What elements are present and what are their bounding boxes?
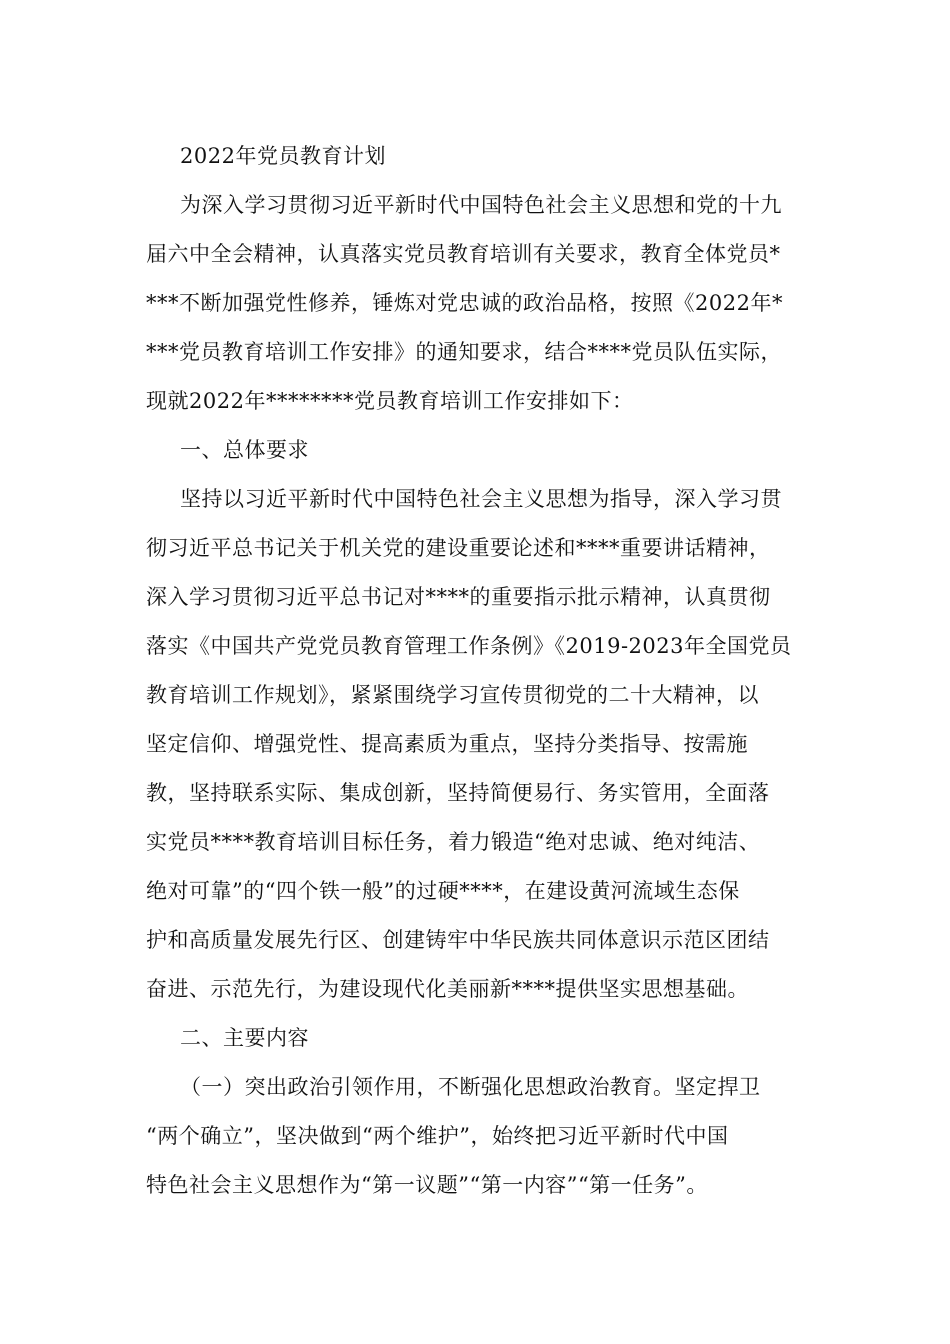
section1-heading: 一、总体要求	[180, 438, 309, 462]
document-body	[146, 132, 806, 1210]
section2-line-1: （一）突出政治引领作用，不断强化思想政治教育。坚定捍卫	[180, 1075, 761, 1099]
section1-line-10: 护和高质量发展先行区、创建铸牢中华民族共同体意识示范区团结	[146, 928, 770, 952]
section1-line-11: 奋进、示范先行，为建设现代化美丽新****提供坚实思想基础。	[146, 977, 749, 1001]
section2-line-3: 特色社会主义思想作为“第一议题”“第一内容”“第一任务”。	[146, 1173, 708, 1197]
section1-line-5: 教育培训工作规划》，紧紧围绕学习宣传贯彻党的二十大精神，以	[146, 683, 759, 707]
section2-heading: 二、主要内容	[180, 1026, 309, 1050]
section1-line-3: 深入学习贯彻习近平总书记对****的重要指示批示精神，认真贯彻	[146, 585, 771, 609]
intro-line-4: ***党员教育培训工作安排》的通知要求，结合****党员队伍实际，	[146, 340, 782, 364]
section1-line-2: 彻习近平总书记关于机关党的建设重要论述和****重要讲话精神，	[146, 536, 771, 560]
section1-line-8: 实党员****教育培训目标任务，着力锻造“绝对忠诚、绝对纯洁、	[146, 830, 761, 854]
section1-line-1: 坚持以习近平新时代中国特色社会主义思想为指导，深入学习贯	[180, 487, 782, 511]
section1-line-7: 教，坚持联系实际、集成创新，坚持简便易行、务实管用，全面落	[146, 781, 770, 805]
section1-line-9: 绝对可靠”的“四个铁一般”的过硬****，在建设黄河流域生态保	[146, 879, 740, 903]
section2-line-2: “两个确立”，坚决做到“两个维护”，始终把习近平新时代中国	[146, 1124, 729, 1148]
document-title: 2022年党员教育计划	[180, 144, 386, 168]
intro-line-2: 届六中全会精神，认真落实党员教育培训有关要求，教育全体党员*	[146, 242, 781, 266]
intro-line-5: 现就2022年********党员教育培训工作安排如下：	[146, 389, 634, 413]
intro-line-3: ***不断加强党性修养，锤炼对党忠诚的政治品格，按照《2022年*	[146, 291, 783, 315]
section1-line-4: 落实《中国共产党党员教育管理工作条例》《2019-2023年全国党员	[146, 634, 792, 658]
intro-line-1: 为深入学习贯彻习近平新时代中国特色社会主义思想和党的十九	[180, 193, 782, 217]
section1-line-6: 坚定信仰、增强党性、提高素质为重点，坚持分类指导、按需施	[146, 732, 748, 756]
